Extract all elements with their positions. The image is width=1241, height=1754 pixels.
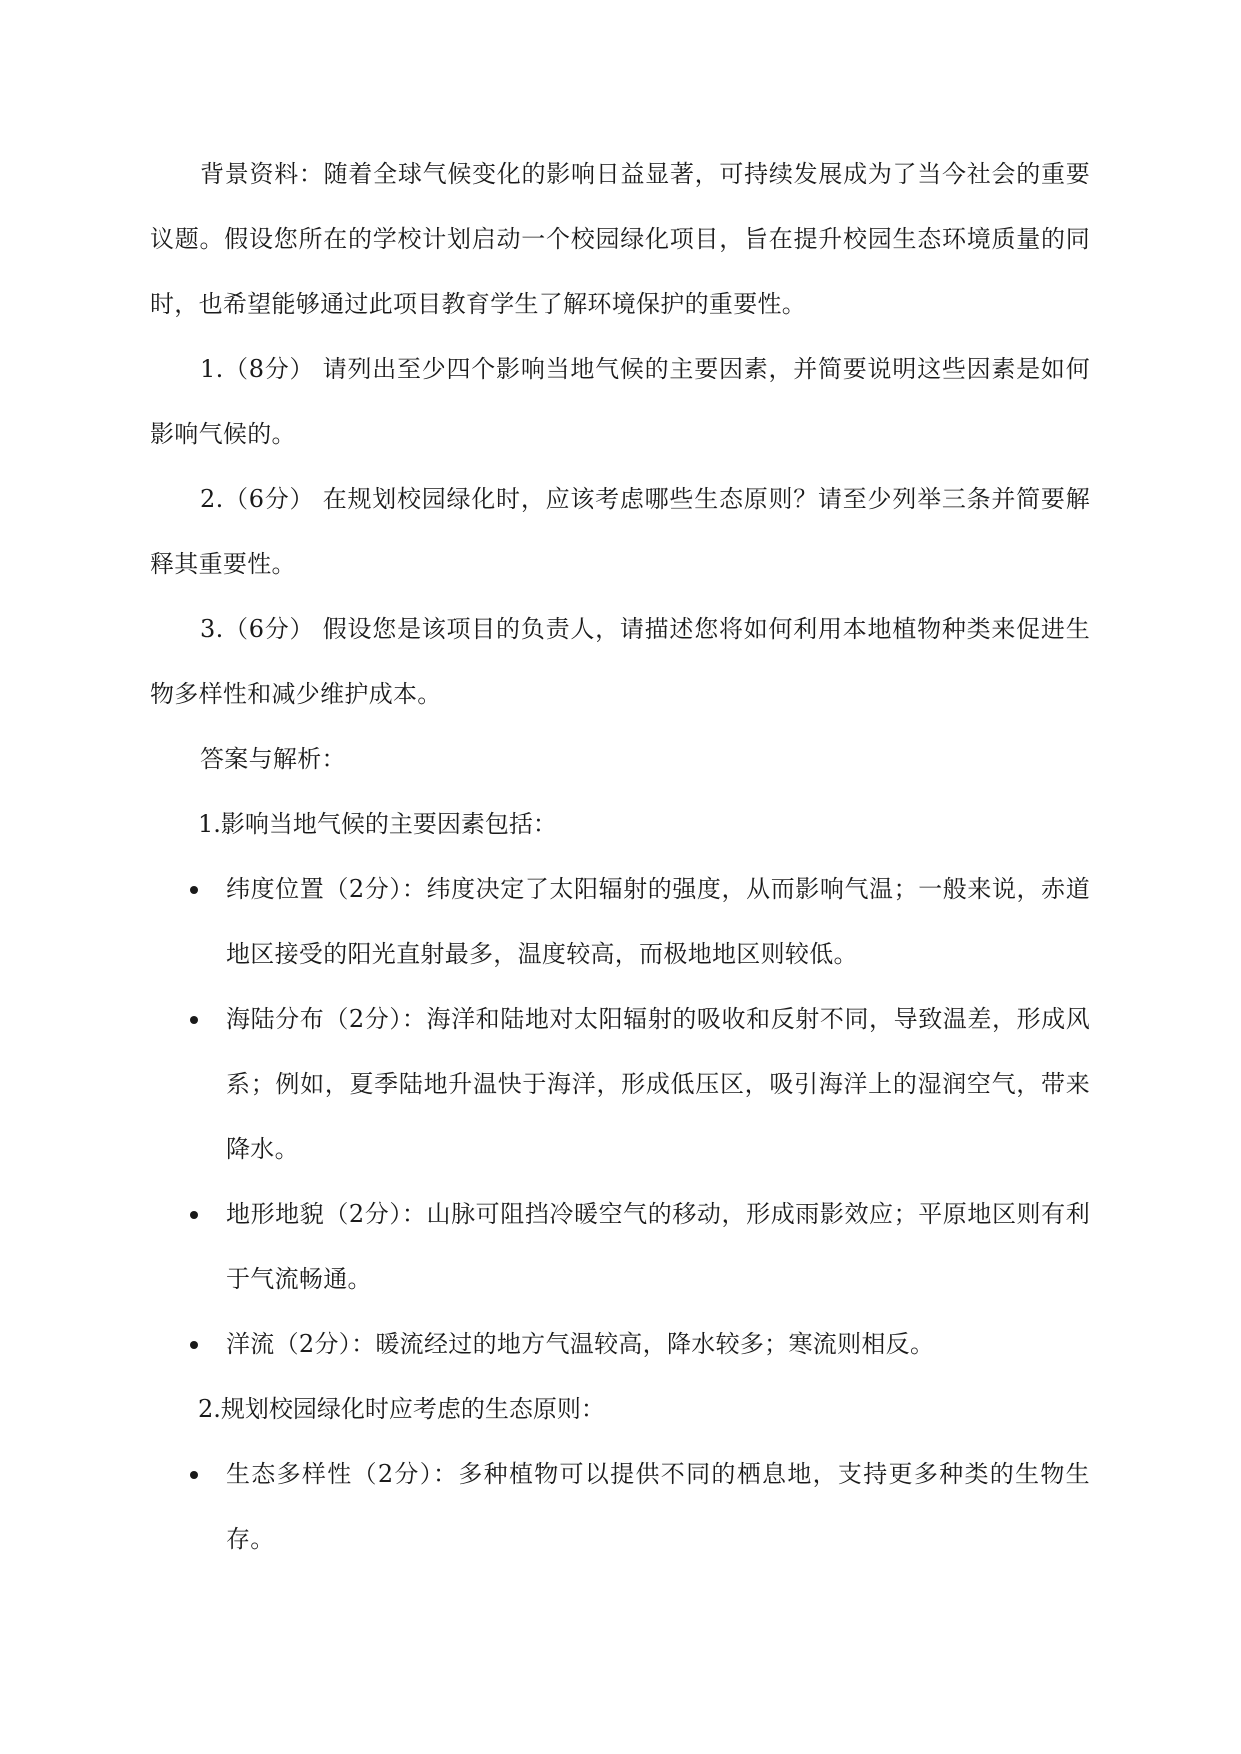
list-item-text: 洋流（2分）：暖流经过的地方气温较高，降水较多；寒流则相反。 — [226, 1330, 935, 1358]
bullet-icon — [190, 886, 198, 894]
bullet-icon — [190, 1341, 198, 1349]
bullet-icon — [190, 1016, 198, 1024]
list-item — [150, 1182, 1090, 1312]
list-item-text: 海陆分布（2分）：海洋和陆地对太阳辐射的吸收和反射不同，导致温差，形成风系；例如，夏季陆地升温快于海洋，形成低压区，吸引海洋上的湿润空气，带来降水。 — [226, 1005, 1090, 1163]
list-item — [150, 1442, 1090, 1572]
section-2-heading: 2.规划校园绿化时应考虑的生态原则： — [198, 1395, 605, 1423]
list-item — [150, 1312, 1090, 1377]
question-1: 1.（8分） 请列出至少四个影响当地气候的主要因素，并简要说明这些因素是如何影响气候的。 — [150, 355, 1090, 448]
question-2: 2.（6分） 在规划校园绿化时，应该考虑哪些生态原则？请至少列举三条并简要解释其重要性。 — [150, 485, 1090, 578]
bullet-icon — [190, 1471, 198, 1479]
list-item-text: 生态多样性（2分）：多种植物可以提供不同的栖息地，支持更多种类的生物生存。 — [226, 1460, 1090, 1553]
background-paragraph: 背景资料：随着全球气候变化的影响日益显著，可持续发展成为了当今社会的重要议题。假设您所在的学校计划启动一个校园绿化项目，旨在提升校园生态环境质量的同时，也希望能够通过此项目教育学生了解环境保护的重要性。 — [150, 160, 1090, 318]
answer-title: 答案与解析： — [200, 745, 346, 773]
list-item-text: 纬度位置（2分）：纬度决定了太阳辐射的强度，从而影响气温；一般来说，赤道地区接受的阳光直射最多，温度较高，而极地地区则较低。 — [226, 875, 1090, 968]
bullet-icon — [190, 1211, 198, 1219]
list-item-text: 地形地貌（2分）：山脉可阻挡冷暖空气的移动，形成雨影效应；平原地区则有利于气流畅通。 — [226, 1200, 1090, 1293]
document-body — [150, 142, 1090, 1572]
section-1-heading: 1.影响当地气候的主要因素包括： — [198, 810, 557, 838]
list-item — [150, 857, 1090, 987]
section-1-list — [150, 857, 1090, 1377]
list-item — [150, 987, 1090, 1182]
question-3: 3.（6分） 假设您是该项目的负责人，请描述您将如何利用本地植物种类来促进生物多样性和减少维护成本。 — [150, 615, 1090, 708]
section-2-list — [150, 1442, 1090, 1572]
